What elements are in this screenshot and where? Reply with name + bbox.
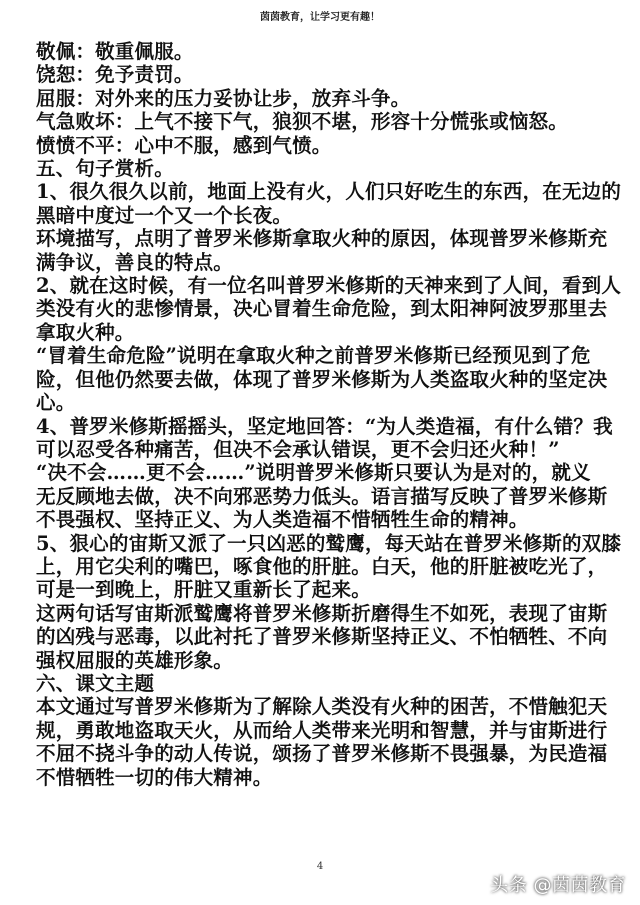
text-line: 4、普罗米修斯摇摇头，坚定地回答：“为人类造福，有什么错？我 <box>36 414 613 438</box>
text-line: 气急败坏：上气不接下气，狼狈不堪，形容十分慌张或恼怒。 <box>36 110 568 134</box>
text-line: 满争议，善良的特点。 <box>36 250 234 274</box>
watermark: 头条 @茵茵教育 <box>490 875 626 896</box>
text-line: 敬佩：敬重佩服。 <box>36 40 194 63</box>
text-line: 强权屈服的英雄形象。 <box>36 648 234 672</box>
document-body <box>36 40 622 789</box>
text-line: 饶恕：免予责罚。 <box>36 63 194 87</box>
text-line: 这两句话写宙斯派鹫鹰将普罗米修斯折磨得生不如死，表现了宙斯 <box>36 601 608 625</box>
text-line: “冒着生命危险”说明在拿取火种之前普罗米修斯已经预见到了危 <box>36 344 591 368</box>
text-line: 不屈不挠斗争的动人传说，颂扬了普罗米修斯不畏强暴，为民造福 <box>36 742 608 766</box>
text-line: 类没有火的悲惨情景，决心冒着生命危险，到太阳神阿波罗那里去 <box>36 297 608 321</box>
text-line: 环境描写，点明了普罗米修斯拿取火种的原因，体现普罗米修斯充 <box>36 227 608 251</box>
page-number: 4 <box>316 861 324 872</box>
text-line: 黑暗中度过一个又一个长夜。 <box>36 203 293 227</box>
text-line: 1、很久很久以前，地面上没有火，人们只好吃生的东西，在无边的 <box>36 180 622 204</box>
text-line: 屈服：对外来的压力妥协让步，放弃斗争。 <box>36 86 411 110</box>
text-line: 本文通过写普罗米修斯为了解除人类没有火种的困苦，不惜触犯天 <box>36 695 608 719</box>
page-header: 茵茵教育，让学习更有趣！ <box>260 12 380 23</box>
text-line: 规，勇敢地盗取天火，从而给人类带来光明和智慧，并与宙斯进行 <box>36 718 608 742</box>
text-line: 愤愤不平：心中不服，感到气愤。 <box>36 133 332 157</box>
text-line: 可以忍受各种痛苦，但决不会承认错误，更不会归还火种！” <box>36 437 560 461</box>
text-line: 险，但他仍然要去做，体现了普罗米修斯为人类盗取火种的坚定决 <box>36 367 608 391</box>
text-line: 5、狠心的宙斯又派了一只凶恶的鹫鹰，每天站在普罗米修斯的双膝 <box>36 531 622 555</box>
text-line: 的凶残与恶毒，以此衬托了普罗米修斯坚持正义、不怕牺牲、不向 <box>36 625 608 649</box>
text-line: 不惜牺牲一切的伟大精神。 <box>36 765 273 789</box>
text-line: “决不会……更不会……”说明普罗米修斯只要认为是对的，就义 <box>36 461 591 485</box>
text-line: 2、就在这时候，有一位名叫普罗米修斯的天神来到了人间，看到人 <box>36 274 622 298</box>
text-line: 无反顾地去做，决不向邪恶势力低头。语言描写反映了普罗米修斯 <box>36 484 608 508</box>
section-heading: 六、课文主题 <box>36 671 155 695</box>
text-line: 上，用它尖利的嘴巴，啄食他的肝脏。白天，他的肝脏被吃光了， <box>36 554 608 578</box>
text-line: 拿取火种。 <box>36 320 135 344</box>
text-line: 心。 <box>36 391 76 415</box>
text-line: 不畏强权、坚持正义、为人类造福不惜牺牲生命的精神。 <box>36 508 529 532</box>
text-line: 可是一到晚上，肝脏又重新长了起来。 <box>36 578 371 602</box>
section-heading: 五、句子赏析。 <box>36 157 174 181</box>
